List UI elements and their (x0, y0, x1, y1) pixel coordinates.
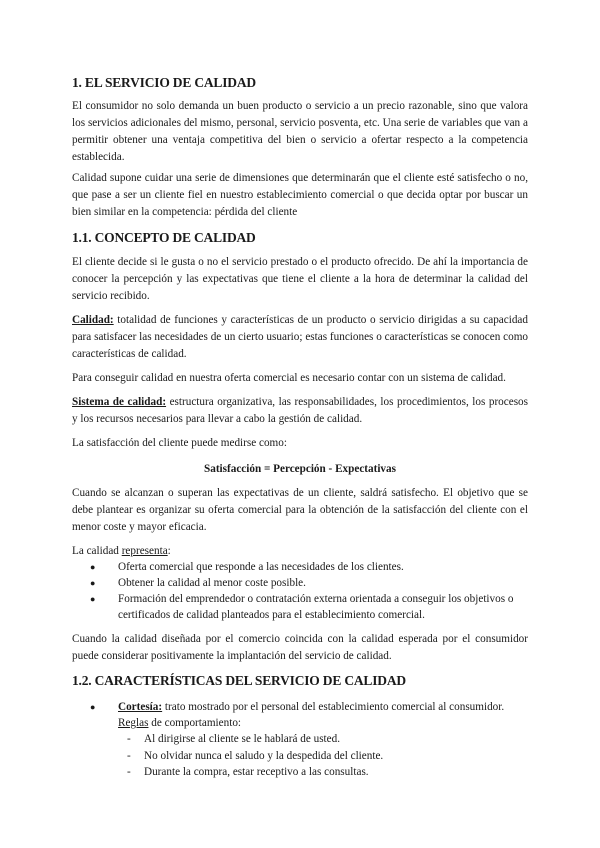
sistema-term: Sistema de calidad: (72, 396, 167, 408)
dash-icon: - (127, 749, 131, 762)
sistema-definition-text: estructura organizativa, las responsabilidades, los procedimientos, los procesos y los recursos necesarios para llevar a cabo la gestión de calidad. (72, 396, 528, 425)
dash-icon: - (127, 766, 131, 778)
dash-icon: - (127, 733, 131, 745)
characteristics-list (72, 699, 528, 731)
rules-list (72, 731, 528, 781)
list-item (72, 559, 528, 575)
list-item-text: No olvidar nunca el saludo y la despedida del cliente. (144, 749, 384, 762)
section-1-1-paragraph-6: Cuando se alcanzan o superan las expectativas de un cliente, saldrá satisfecho. El objetivo que se debe plantear es organizar su oferta comercial para la obtención de la satisfacción del cliente con el menor coste y mayor eficacia. (72, 487, 528, 533)
bullet-icon: ● (90, 562, 96, 572)
list-item-text: Al dirigirse al cliente se le hablará de usted. (144, 733, 341, 745)
section-1-paragraph-2: Calidad supone cuidar una serie de dimensiones que determinarán que el cliente esté satisfecho o no, que pase a ser un cliente fiel en nuestro establecimiento comercial o que decida optar por buscar un bien similar en la competencia: pérdida del cliente (72, 172, 528, 218)
list-item (72, 575, 528, 591)
section-1-title: 1. EL SERVICIO DE CALIDAD (72, 75, 256, 90)
list-item (72, 699, 528, 731)
section-1-1-paragraph-1: El cliente decide si le gusta o no el servicio prestado o el producto ofrecido. De ahí la importancia de conocer la percepción y las expectativas que tiene el cliente a la hora de determinar la calidad del servicio recibido. (72, 256, 528, 302)
list-item (72, 764, 528, 781)
list-item (72, 591, 528, 623)
list-item-text: Oferta comercial que responde a las necesidades de los clientes. (118, 561, 404, 573)
satisfaction-formula: Satisfacción = Percepción - Expectativas (204, 463, 396, 475)
represents-suffix: : (167, 545, 171, 557)
represents-word: representa (121, 545, 168, 557)
calidad-definition (72, 312, 528, 363)
section-1-1-paragraph-5: La satisfacción del cliente puede medirse como: (72, 437, 287, 449)
list-item-text: Obtener la calidad al menor coste posible. (118, 577, 306, 589)
calidad-definition-text: totalidad de funciones y características de un producto o servicio dirigidas a su capacidad para satisfacer las necesidades de un cierto usuario; estas funciones o características se conocen como características de calidad. (72, 314, 528, 360)
section-1-2-title: 1.2. CARACTERÍSTICAS DEL SERVICIO DE CALIDAD (72, 673, 406, 688)
list-item (72, 731, 528, 748)
section-1-1-paragraph-7: Cuando la calidad diseñada por el comercio coincida con la calidad esperada por el consumidor puede considerar positivamente la implantación del servicio de calidad. (72, 633, 528, 662)
sistema-definition (72, 394, 528, 428)
section-1-1-paragraph-3: Para conseguir calidad en nuestra oferta comercial es necesario contar con un sistema de calidad. (72, 372, 506, 384)
section-1-paragraph-1: El consumidor no solo demanda un buen producto o servicio a un precio razonable, sino que valora los servicios adicionales del mismo, personal, servicio posventa, etc. Una serie de variables que van a permitir obtener una ventaja competitiva del bien o servicio a ofertar respecto a la competencia establecida. (72, 100, 528, 163)
bullet-icon: ● (90, 702, 96, 712)
bullet-icon: ● (90, 594, 96, 604)
calidad-term: Calidad: (72, 314, 114, 326)
list-item-text: Formación del emprendedor o contratación externa orientada a conseguir los objetivos o certificados de calidad planteados para el establecimiento comercial. (118, 593, 514, 621)
cortesia-definition: trato mostrado por el personal del establecimiento comercial al consumidor. (162, 701, 505, 713)
list-item-text: Durante la compra, estar receptivo a las consultas. (144, 766, 369, 778)
section-1-1-title: 1.1. CONCEPTO DE CALIDAD (72, 230, 256, 245)
represents-prefix: La calidad (72, 545, 122, 557)
bullet-icon: ● (90, 578, 96, 588)
reglas-word: Reglas (118, 717, 149, 729)
quality-bullet-list (72, 559, 528, 623)
list-item (72, 748, 528, 765)
cortesia-term: Cortesía: (118, 701, 163, 713)
represents-line (72, 543, 528, 560)
reglas-suffix: de comportamiento: (148, 717, 242, 729)
